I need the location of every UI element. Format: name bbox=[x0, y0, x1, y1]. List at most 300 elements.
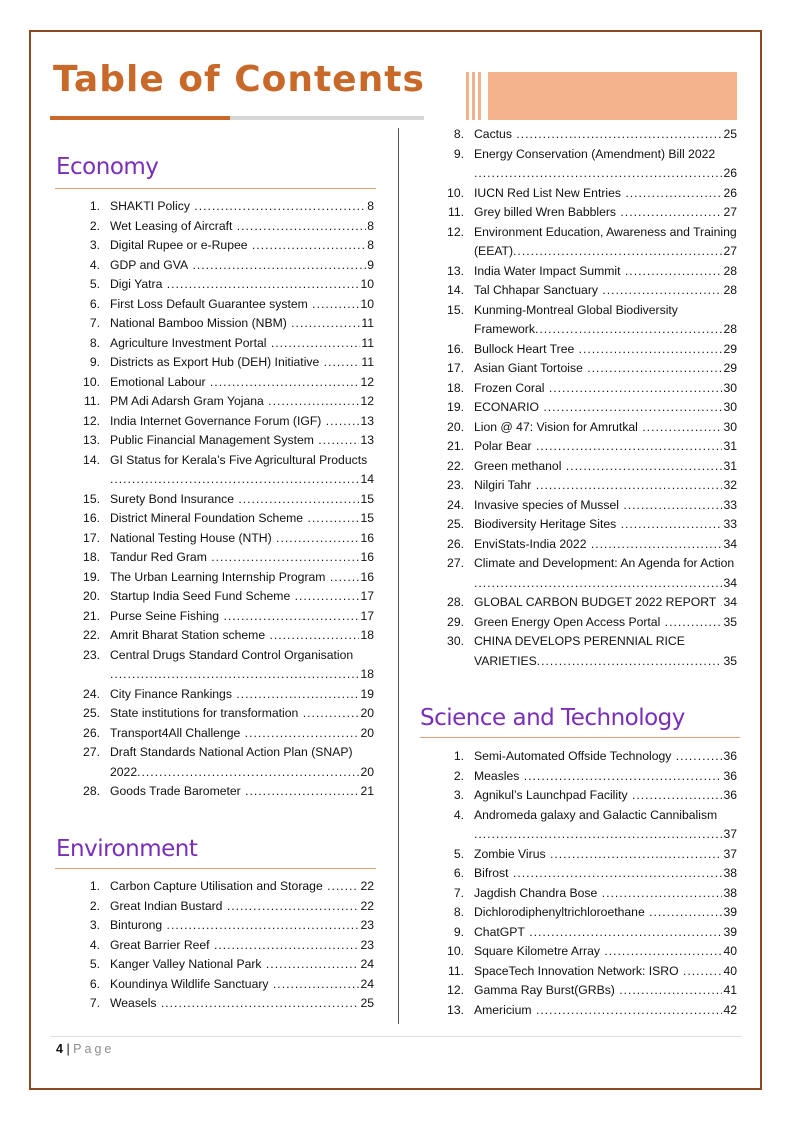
toc-entry-number: 4. bbox=[89, 937, 100, 952]
toc-entry[interactable] bbox=[420, 786, 737, 806]
toc-entry[interactable] bbox=[56, 334, 374, 354]
toc-entry-title: India Water Impact Summit ..... bbox=[474, 264, 737, 278]
toc-entry[interactable] bbox=[56, 877, 374, 897]
toc-entry-title: Transport4All Challenge ..... bbox=[110, 726, 374, 740]
toc-entry-title: Koundinya Wildlife Sanctuary ..... bbox=[110, 977, 374, 991]
toc-entry-page: 28 bbox=[722, 281, 737, 301]
toc-entry-title-continued: VARIETIES bbox=[474, 653, 537, 668]
toc-entry[interactable] bbox=[420, 203, 737, 223]
toc-entry-title: ChatGPT ..... bbox=[474, 925, 737, 939]
toc-entry-page: 12 bbox=[359, 392, 374, 412]
toc-entry-number: 21. bbox=[83, 608, 100, 623]
toc-entry-page: 36 bbox=[722, 786, 737, 806]
toc-entry-title: State institutions for transformation ..... bbox=[110, 706, 374, 720]
section-rule bbox=[55, 868, 376, 869]
toc-entry-number: 20. bbox=[447, 419, 464, 434]
toc-entry[interactable] bbox=[420, 379, 737, 399]
toc-entry-number: 1. bbox=[89, 879, 100, 893]
toc-entry[interactable] bbox=[56, 994, 374, 1014]
toc-entry-title: Jagdish Chandra Bose ..... bbox=[474, 886, 737, 900]
toc-entry-page: 11 bbox=[360, 334, 374, 354]
toc-entry-number: 14. bbox=[83, 452, 100, 467]
decorative-stripe bbox=[466, 72, 469, 120]
toc-entry-page: 31 bbox=[722, 437, 737, 457]
toc-entry-title: Climate and Development: An Agenda for Action bbox=[474, 556, 735, 570]
toc-entry-page: 35 bbox=[722, 652, 737, 672]
toc-entry[interactable] bbox=[420, 632, 737, 671]
toc-entry-title: Gamma Ray Burst(GRBs) ..... bbox=[474, 983, 737, 997]
toc-entry-page: 15 bbox=[359, 490, 374, 510]
toc-entry-number: 1. bbox=[453, 749, 464, 763]
toc-entry-number: 27. bbox=[83, 745, 100, 759]
footer-page-word: Page bbox=[73, 1042, 115, 1056]
toc-entry[interactable] bbox=[420, 535, 737, 555]
toc-entry-number: 18. bbox=[83, 550, 100, 564]
toc-entry[interactable] bbox=[56, 509, 374, 529]
toc-entry-title: Digital Rupee or e-Rupee ..... bbox=[110, 238, 374, 252]
column-divider bbox=[398, 128, 399, 1024]
toc-entry-number: 13. bbox=[447, 263, 464, 278]
toc-entry-number: 10. bbox=[447, 185, 464, 200]
toc-entry-title: National Bamboo Mission (NBM) ..... bbox=[110, 316, 374, 330]
footer-page-number: 4 bbox=[56, 1042, 63, 1056]
toc-entry-number: 24. bbox=[83, 686, 100, 701]
toc-entry-number: 5. bbox=[89, 277, 100, 291]
toc-entry-page: 36 bbox=[722, 767, 737, 787]
footer-rule bbox=[50, 1036, 742, 1037]
toc-entry[interactable] bbox=[420, 125, 737, 145]
toc-entry[interactable] bbox=[420, 1001, 737, 1021]
toc-entry[interactable] bbox=[56, 685, 374, 705]
toc-entry-title: IUCN Red List New Entries ..... bbox=[474, 186, 737, 200]
toc-entry-number: 16. bbox=[447, 341, 464, 356]
toc-entry-page: 33 bbox=[722, 496, 737, 516]
toc-entry-page: 38 bbox=[722, 864, 737, 884]
toc-entry-title: Frozen Coral ..... bbox=[474, 381, 737, 395]
toc-entry[interactable] bbox=[56, 975, 374, 995]
toc-entry-number: 4. bbox=[89, 257, 100, 272]
toc-entry-title: City Finance Rankings ..... bbox=[110, 687, 374, 701]
toc-entry-number: 14. bbox=[447, 283, 464, 297]
toc-entry-number: 2. bbox=[453, 768, 464, 783]
toc-entry-page: 12 bbox=[359, 373, 374, 393]
toc-entry-number: 12. bbox=[83, 413, 100, 428]
decorative-stripe bbox=[478, 72, 481, 120]
toc-entry-page: 41 bbox=[722, 981, 737, 1001]
dot-leader bbox=[474, 574, 737, 594]
toc-entry[interactable] bbox=[56, 936, 374, 956]
toc-entry-title: EnviStats-India 2022 ..... bbox=[474, 537, 737, 551]
toc-entry-number: 10. bbox=[447, 944, 464, 958]
toc-entry[interactable] bbox=[56, 646, 374, 685]
toc-entry[interactable] bbox=[420, 496, 737, 516]
toc-entry-number: 8. bbox=[453, 127, 464, 141]
toc-entry[interactable] bbox=[420, 418, 737, 438]
toc-list-environment bbox=[56, 877, 374, 1014]
toc-entry[interactable] bbox=[420, 145, 737, 184]
toc-entry-title: ECONARIO ..... bbox=[474, 400, 737, 414]
toc-entry-page: 17 bbox=[359, 587, 374, 607]
toc-entry-number: 25. bbox=[447, 517, 464, 531]
toc-entry-title-continued: 2022 bbox=[110, 764, 138, 779]
toc-entry[interactable] bbox=[56, 431, 374, 451]
toc-entry-number: 29. bbox=[447, 614, 464, 629]
toc-entry-title: Bifrost ..... bbox=[474, 866, 737, 880]
toc-entry-number: 17. bbox=[83, 530, 100, 545]
toc-entry-page: 30 bbox=[722, 379, 737, 399]
toc-entry-title: Zombie Virus ..... bbox=[474, 847, 737, 861]
toc-entry-page: 40 bbox=[722, 942, 737, 962]
toc-entry-page: 13 bbox=[359, 412, 374, 432]
toc-entry-title: Americium ..... bbox=[474, 1003, 737, 1017]
footer-separator: | bbox=[66, 1042, 70, 1056]
toc-entry-title: Amrit Bharat Station scheme ..... bbox=[110, 628, 374, 642]
title-underline bbox=[50, 116, 424, 120]
toc-entry[interactable] bbox=[56, 197, 374, 217]
section-heading-economy: Economy bbox=[56, 154, 159, 180]
toc-entry-title: SpaceTech Innovation Network: ISRO ..... bbox=[474, 964, 737, 978]
toc-entry-title: Polar Bear ..... bbox=[474, 439, 737, 453]
toc-entry-number: 28. bbox=[83, 784, 100, 798]
decorative-block bbox=[488, 72, 737, 120]
toc-entry-page: 8 bbox=[366, 197, 374, 217]
toc-entry-number: 6. bbox=[453, 866, 464, 880]
toc-entry-page: 8 bbox=[366, 236, 374, 256]
toc-entry-title: Binturong ..... bbox=[110, 918, 374, 932]
toc-entry-number: 12. bbox=[447, 224, 464, 239]
toc-entry-page: 20 bbox=[359, 704, 374, 724]
toc-entry-number: 22. bbox=[447, 458, 464, 473]
toc-entry[interactable] bbox=[420, 767, 737, 787]
toc-entry[interactable] bbox=[420, 281, 737, 301]
toc-entry-page: 22 bbox=[359, 897, 374, 917]
toc-entry-page: 22 bbox=[359, 877, 374, 897]
toc-entry-page: 37 bbox=[722, 845, 737, 865]
toc-entry-page: 28 bbox=[722, 262, 737, 282]
toc-entry-number: 27. bbox=[447, 556, 464, 570]
toc-entry[interactable] bbox=[420, 884, 737, 904]
toc-entry-page: 10 bbox=[359, 295, 374, 315]
toc-entry[interactable] bbox=[56, 568, 374, 588]
toc-entry-number: 20. bbox=[83, 589, 100, 603]
toc-entry-number: 22. bbox=[83, 628, 100, 642]
toc-entry-page: 13 bbox=[359, 431, 374, 451]
toc-entry-page: 8 bbox=[366, 217, 374, 237]
toc-entry-page: 19 bbox=[359, 685, 374, 705]
dot-leader bbox=[110, 665, 374, 685]
toc-entry-page: 18 bbox=[359, 665, 374, 685]
toc-entry-title: Startup India Seed Fund Scheme ..... bbox=[110, 589, 374, 603]
dot-leader bbox=[474, 652, 737, 672]
toc-entry-page: 39 bbox=[722, 903, 737, 923]
toc-entry-title: PM Adi Adarsh Gram Yojana ..... bbox=[110, 394, 374, 408]
toc-entry[interactable] bbox=[420, 806, 737, 845]
toc-entry-number: 6. bbox=[89, 976, 100, 991]
toc-entry-number: 2. bbox=[89, 218, 100, 233]
toc-entry-title: Agriculture Investment Portal ..... bbox=[110, 336, 374, 350]
toc-entry-title: First Loss Default Guarantee system ..... bbox=[110, 297, 374, 311]
toc-entry[interactable] bbox=[56, 295, 374, 315]
toc-entry-title: Great Barrier Reef ..... bbox=[110, 938, 374, 952]
toc-entry-page: 24 bbox=[359, 955, 374, 975]
toc-entry-title: Tandur Red Gram ..... bbox=[110, 550, 374, 564]
toc-entry-number: 9. bbox=[453, 146, 464, 161]
toc-entry[interactable] bbox=[56, 373, 374, 393]
toc-entry-title: District Mineral Foundation Scheme ..... bbox=[110, 511, 374, 525]
toc-entry-page: 25 bbox=[722, 125, 737, 145]
toc-entry[interactable] bbox=[420, 554, 737, 593]
toc-entry[interactable] bbox=[420, 613, 737, 633]
toc-entry[interactable] bbox=[420, 340, 737, 360]
toc-entry-number: 19. bbox=[83, 569, 100, 584]
toc-entry-number: 18. bbox=[447, 380, 464, 395]
toc-entry-number: 8. bbox=[89, 335, 100, 350]
toc-entry-number: 23. bbox=[447, 478, 464, 492]
toc-entry-number: 24. bbox=[447, 497, 464, 512]
toc-entry-page: 25 bbox=[359, 994, 374, 1014]
toc-entry-page: 16 bbox=[359, 529, 374, 549]
toc-entry-number: 30. bbox=[447, 634, 464, 648]
toc-entry-title: Carbon Capture Utilisation and Storage ..... bbox=[110, 879, 374, 893]
toc-entry[interactable] bbox=[420, 845, 737, 865]
toc-entry-title-continued: (EEAT) bbox=[474, 244, 514, 258]
toc-entry[interactable] bbox=[420, 223, 737, 262]
toc-entry-page: 42 bbox=[722, 1001, 737, 1021]
toc-entry[interactable] bbox=[420, 301, 737, 340]
toc-entry-title: The Urban Learning Internship Program ..... bbox=[110, 570, 374, 584]
toc-entry[interactable] bbox=[56, 587, 374, 607]
page-title: Table of Contents bbox=[53, 59, 425, 100]
toc-entry-number: 6. bbox=[89, 296, 100, 311]
toc-entry-page: 20 bbox=[359, 763, 374, 783]
toc-entry[interactable] bbox=[56, 490, 374, 510]
toc-entry[interactable] bbox=[420, 457, 737, 477]
toc-entry[interactable] bbox=[56, 548, 374, 568]
toc-entry-title: Agnikul’s Launchpad Facility ..... bbox=[474, 788, 737, 802]
toc-entry-title: Energy Conservation (Amendment) Bill 2022 bbox=[474, 146, 716, 161]
toc-entry[interactable] bbox=[420, 942, 737, 962]
toc-entry[interactable] bbox=[56, 256, 374, 276]
toc-entry-title: Draft Standards National Action Plan (SNAP) bbox=[110, 745, 353, 759]
dot-leader bbox=[474, 242, 737, 262]
toc-entry-number: 4. bbox=[453, 807, 464, 822]
toc-entry-title: Great Indian Bustard ..... bbox=[110, 899, 374, 913]
toc-entry[interactable] bbox=[420, 962, 737, 982]
toc-entry-page: 16 bbox=[359, 548, 374, 568]
toc-entry[interactable] bbox=[56, 217, 374, 237]
toc-entry-page: 33 bbox=[722, 515, 737, 535]
toc-entry[interactable] bbox=[56, 451, 374, 490]
toc-entry[interactable] bbox=[56, 275, 374, 295]
toc-entry-page: 23 bbox=[359, 916, 374, 936]
toc-entry-title: Districts as Export Hub (DEH) Initiative ..... bbox=[110, 355, 374, 369]
toc-entry-title: Tal Chhapar Sanctuary ..... bbox=[474, 283, 737, 297]
toc-entry-title: Wet Leasing of Aircraft ..... bbox=[110, 219, 374, 233]
toc-entry-number: 7. bbox=[89, 996, 100, 1010]
toc-entry-title: GDP and GVA ..... bbox=[110, 258, 374, 272]
section-rule bbox=[55, 188, 376, 189]
toc-entry-page: 36 bbox=[722, 747, 737, 767]
toc-entry-title: Grey billed Wren Babblers ..... bbox=[474, 205, 737, 219]
toc-entry[interactable] bbox=[420, 184, 737, 204]
toc-entry-page: 32 bbox=[722, 476, 737, 496]
toc-entry-title: Lion @ 47: Vision for Amrutkal ..... bbox=[474, 420, 737, 434]
toc-entry-number: 23. bbox=[83, 647, 100, 662]
toc-entry-page: 26 bbox=[722, 184, 737, 204]
toc-entry-page: 39 bbox=[722, 923, 737, 943]
dot-leader bbox=[110, 763, 374, 783]
toc-entry[interactable] bbox=[420, 398, 737, 418]
toc-entry[interactable] bbox=[420, 864, 737, 884]
toc-entry[interactable] bbox=[420, 903, 737, 923]
toc-entry-title: Bullock Heart Tree ..... bbox=[474, 342, 737, 356]
dot-leader bbox=[474, 164, 737, 184]
toc-entry[interactable] bbox=[56, 412, 374, 432]
toc-entry-number: 3. bbox=[89, 238, 100, 252]
toc-entry-number: 3. bbox=[453, 788, 464, 802]
toc-entry-title: Digi Yatra ..... bbox=[110, 277, 374, 291]
toc-entry[interactable] bbox=[420, 593, 737, 613]
toc-entry-page: 23 bbox=[359, 936, 374, 956]
toc-entry-page: 35 bbox=[722, 613, 737, 633]
toc-entry-page: 11 bbox=[360, 353, 374, 373]
toc-entry-title: Semi-Automated Offside Technology ..... bbox=[474, 749, 737, 763]
toc-entry-page: 29 bbox=[722, 340, 737, 360]
toc-entry-title: Green Energy Open Access Portal ..... bbox=[474, 615, 737, 629]
toc-entry-page: 34 bbox=[722, 593, 737, 613]
toc-entry-number: 26. bbox=[83, 725, 100, 740]
toc-entry-page: 29 bbox=[722, 359, 737, 379]
toc-entry-title: SHAKTI Policy ..... bbox=[110, 199, 374, 213]
toc-entry-number: 11. bbox=[447, 963, 464, 978]
toc-entry-number: 28. bbox=[447, 595, 464, 609]
toc-entry-title: GLOBAL CARBON BUDGET 2022 REPORT ..... bbox=[474, 595, 737, 609]
toc-entry[interactable] bbox=[420, 515, 737, 535]
toc-entry-number: 2. bbox=[89, 898, 100, 913]
toc-entry-title: Measles ..... bbox=[474, 769, 737, 783]
toc-entry-page: 27 bbox=[722, 242, 737, 262]
toc-entry-page: 17 bbox=[359, 607, 374, 627]
toc-entry-number: 12. bbox=[447, 983, 464, 997]
toc-entry-page: 10 bbox=[359, 275, 374, 295]
toc-entry-title: CHINA DEVELOPS PERENNIAL RICE bbox=[474, 634, 685, 648]
toc-entry-title: National Testing House (NTH) ..... bbox=[110, 531, 374, 545]
toc-entry-title: Dichlorodiphenyltrichloroethane ..... bbox=[474, 905, 737, 919]
toc-entry-title: Invasive species of Mussel ..... bbox=[474, 498, 737, 512]
toc-entry-number: 3. bbox=[89, 918, 100, 932]
toc-entry-title: Public Financial Management System ..... bbox=[110, 433, 374, 447]
toc-entry-page: 24 bbox=[359, 975, 374, 995]
toc-entry-number: 25. bbox=[83, 706, 100, 720]
toc-entry[interactable] bbox=[420, 476, 737, 496]
toc-list-environment-continued bbox=[420, 125, 737, 671]
toc-entry-number: 11. bbox=[83, 394, 100, 408]
toc-entry[interactable] bbox=[56, 782, 374, 802]
toc-entry[interactable] bbox=[56, 392, 374, 412]
toc-entry-title: Square Kilometre Array ..... bbox=[474, 944, 737, 958]
dot-leader bbox=[474, 825, 737, 845]
toc-entry-page: 28 bbox=[722, 320, 737, 340]
toc-entry-title: Goods Trade Barometer ..... bbox=[110, 784, 374, 798]
toc-entry-page: 14 bbox=[359, 470, 374, 490]
toc-entry-number: 10. bbox=[83, 374, 100, 389]
toc-entry[interactable] bbox=[56, 314, 374, 334]
toc-entry-title: Green methanol ..... bbox=[474, 459, 737, 473]
toc-entry-title: Emotional Labour ..... bbox=[110, 375, 374, 389]
toc-entry-number: 9. bbox=[453, 924, 464, 939]
toc-entry-title-continued: Framework bbox=[474, 322, 535, 336]
section-heading-environment: Environment bbox=[56, 836, 198, 862]
toc-entry[interactable] bbox=[56, 743, 374, 782]
toc-entry-page: 34 bbox=[722, 535, 737, 555]
toc-entry-page: 11 bbox=[360, 314, 374, 334]
toc-entry-number: 13. bbox=[447, 1002, 464, 1017]
toc-entry-page: 15 bbox=[359, 509, 374, 529]
toc-entry-number: 5. bbox=[453, 846, 464, 861]
toc-entry-page: 40 bbox=[722, 962, 737, 982]
toc-entry-title: Asian Giant Tortoise ..... bbox=[474, 361, 737, 375]
toc-entry-title: Nilgiri Tahr ..... bbox=[474, 478, 737, 492]
toc-entry[interactable] bbox=[56, 897, 374, 917]
toc-entry-page: 38 bbox=[722, 884, 737, 904]
toc-entry[interactable] bbox=[420, 262, 737, 282]
toc-entry-title: Cactus ..... bbox=[474, 127, 737, 141]
toc-entry[interactable] bbox=[420, 981, 737, 1001]
toc-entry[interactable] bbox=[420, 747, 737, 767]
toc-entry[interactable] bbox=[56, 626, 374, 646]
toc-entry[interactable] bbox=[56, 955, 374, 975]
toc-entry-page: 34 bbox=[722, 574, 737, 594]
toc-entry-page: 26 bbox=[722, 164, 737, 184]
toc-entry-number: 11. bbox=[447, 205, 464, 219]
toc-entry-number: 7. bbox=[453, 885, 464, 900]
toc-entry-number: 5. bbox=[89, 957, 100, 971]
toc-entry-page: 18 bbox=[359, 626, 374, 646]
toc-entry[interactable] bbox=[56, 607, 374, 627]
toc-entry-title: Kanger Valley National Park ..... bbox=[110, 957, 374, 971]
toc-entry[interactable] bbox=[420, 359, 737, 379]
toc-entry[interactable] bbox=[56, 529, 374, 549]
toc-entry-page: 21 bbox=[359, 782, 374, 802]
toc-entry-number: 15. bbox=[447, 302, 464, 317]
toc-entry[interactable] bbox=[56, 724, 374, 744]
toc-entry-title: Kunming-Montreal Global Biodiversity bbox=[474, 302, 678, 317]
toc-entry-title: Purse Seine Fishing ..... bbox=[110, 609, 374, 623]
toc-entry-number: 21. bbox=[447, 439, 464, 453]
toc-entry-number: 8. bbox=[453, 905, 464, 919]
toc-entry-number: 26. bbox=[447, 536, 464, 551]
toc-entry-page: 27 bbox=[722, 203, 737, 223]
toc-entry[interactable] bbox=[56, 704, 374, 724]
toc-entry-number: 1. bbox=[89, 199, 100, 213]
toc-entry-title: Surety Bond Insurance ..... bbox=[110, 492, 374, 506]
toc-entry[interactable] bbox=[56, 236, 374, 256]
toc-entry[interactable] bbox=[56, 916, 374, 936]
toc-entry-title: Biodiversity Heritage Sites ..... bbox=[474, 517, 737, 531]
toc-entry-number: 7. bbox=[89, 316, 100, 330]
toc-entry[interactable] bbox=[420, 923, 737, 943]
toc-entry-page: 37 bbox=[722, 825, 737, 845]
toc-entry-page: 30 bbox=[722, 418, 737, 438]
toc-entry-page: 16 bbox=[359, 568, 374, 588]
toc-list-science bbox=[420, 747, 737, 1020]
toc-entry[interactable] bbox=[420, 437, 737, 457]
toc-entry-page: 31 bbox=[722, 457, 737, 477]
toc-entry[interactable] bbox=[56, 353, 374, 373]
toc-entry-number: 16. bbox=[83, 511, 100, 525]
section-rule bbox=[420, 737, 740, 738]
toc-entry-title: Environment Education, Awareness and Training bbox=[474, 224, 737, 239]
